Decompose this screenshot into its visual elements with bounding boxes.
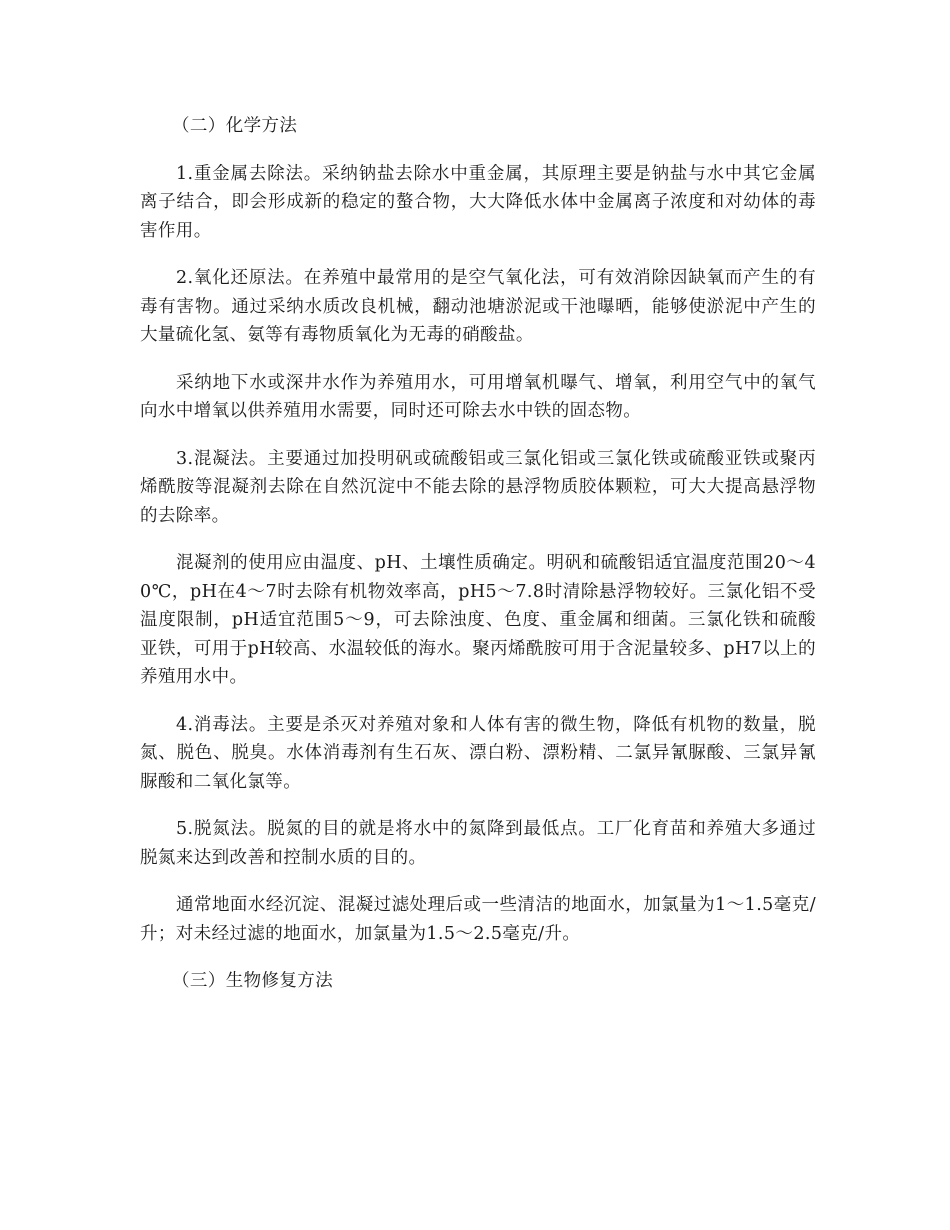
- paragraph-redox-method: 2.氧化还原法。在养殖中最常用的是空气氧化法，可有效消除因缺氧而产生的有毒有害物。通过采纳水质改良机械，翻动池塘淤泥或干池曝晒，能够使淤泥中产生的大量硫化氢、氨等有毒物质氧化为无毒的硝酸盐。: [140, 268, 816, 345]
- paragraph-heavy-metal-removal: 1.重金属去除法。采纳钠盐去除水中重金属，其原理主要是钠盐与水中其它金属离子结合，即会形成新的稳定的螯合物，大大降低水体中金属离子浓度和对幼体的毒害作用。: [140, 163, 816, 241]
- paragraph-chlorine-dosage: 通常地面水经沉淀、混凝过滤处理后或一些清洁的地面水，加氯量为1～1.5毫克/升；对未经过滤的地面水，加氯量为1.5～2.5毫克/升。: [140, 895, 816, 944]
- document-body: [140, 112, 816, 1015]
- section-heading-biological-remediation: （三）生物修复方法: [172, 971, 334, 991]
- paragraph-denitrification-method: 5.脱氮法。脱氮的目的就是将水中的氮降到最低点。工厂化育苗和养殖大多通过脱氮来达到改善和控制水质的目的。: [140, 819, 816, 868]
- paragraph-groundwater-aeration: 采纳地下水或深井水作为养殖用水，可用增氧机曝气、增氧，利用空气中的氧气向水中增氧以供养殖用水需要，同时还可除去水中铁的固态物。: [140, 372, 816, 421]
- paragraph-coagulation-method: 3.混凝法。主要通过加投明矾或硫酸铝或三氯化铝或三氯化铁或硫酸亚铁或聚丙烯酰胺等混凝剂去除在自然沉淀中不能去除的悬浮物质胶体颗粒，可大大提高悬浮物的去除率。: [140, 448, 816, 526]
- section-heading-chemical-methods: （二）化学方法: [172, 116, 298, 136]
- paragraph-disinfection-method: 4.消毒法。主要是杀灭对养殖对象和人体有害的微生物，降低有机物的数量，脱氮、脱色、脱臭。水体消毒剂有生石灰、漂白粉、漂粉精、二氯异氰脲酸、三氯异氰脲酸和二氧化氯等。: [140, 714, 816, 792]
- paragraph-coagulant-usage: 混凝剂的使用应由温度、pH、土壤性质确定。明矾和硫酸铝适宜温度范围20～40℃，pH在4～7时去除有机物效率高，pH5～7.8时清除悬浮物较好。三氯化铝不受温度限制，pH适宜范围5～9，可去除浊度、色度、重金属和细菌。三氯化铁和硫酸亚铁，可用于pH较高、水温较低的海水。聚丙烯酰胺可用于含泥量较多、pH7以上的养殖用水中。: [140, 553, 816, 687]
